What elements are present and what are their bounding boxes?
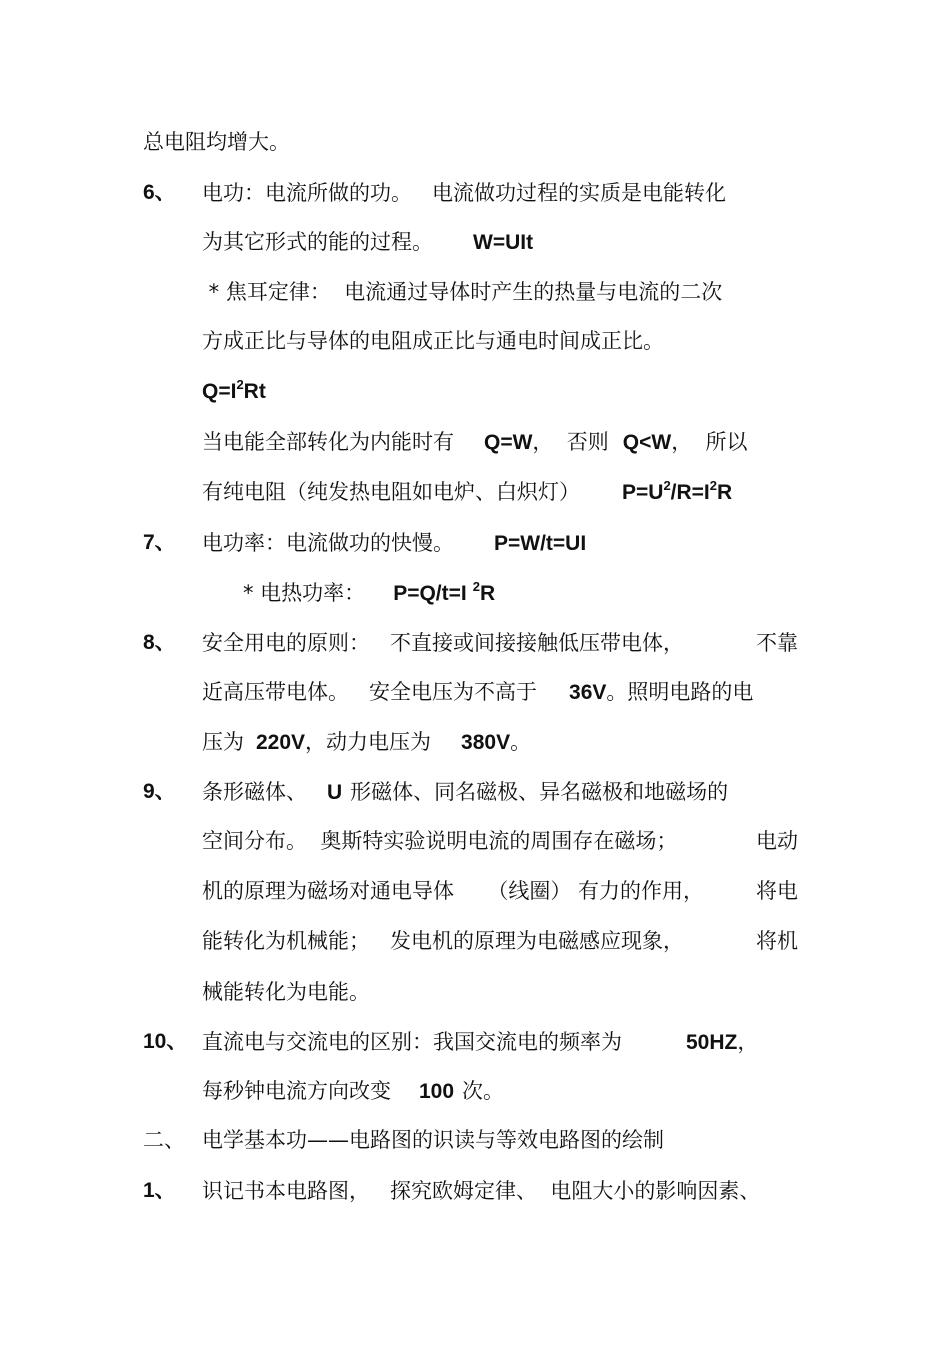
text-line bbox=[202, 777, 728, 808]
text-line: 总电阻均增大。 bbox=[143, 130, 290, 154]
text-line bbox=[202, 227, 533, 258]
text-span: 有纯电阻（纯发热电阻如电炉、白炽灯） bbox=[202, 480, 580, 504]
text-line: 安全用电的原则： 不直接或间接接触低压带电体， bbox=[202, 631, 685, 655]
formula: /R=I bbox=[670, 481, 710, 504]
item-number-1: 1、 bbox=[143, 1179, 176, 1202]
value: 50HZ bbox=[686, 1031, 738, 1054]
text-span: * 电热功率： bbox=[243, 581, 366, 605]
section-number: 二、 bbox=[143, 1128, 185, 1152]
text-span: 直流电与交流电的区别：我国交流电的频率为 bbox=[202, 1030, 622, 1054]
text-span: ， bbox=[737, 1030, 759, 1054]
formula: Rt bbox=[243, 380, 266, 403]
text-line bbox=[202, 1027, 758, 1058]
section-heading: 电学基本功——电路图的识读与等效电路图的绘制 bbox=[202, 1128, 664, 1152]
text-span: 每秒钟电流方向改变 bbox=[202, 1079, 391, 1103]
text-line: 不靠 bbox=[756, 631, 798, 655]
formula-line bbox=[202, 377, 266, 407]
text-line: 将机 bbox=[756, 929, 798, 953]
text-line: 方成正比与导体的电阻成正比与通电时间成正比。 bbox=[202, 329, 664, 353]
text-span: ， 所以 bbox=[671, 430, 748, 454]
formula: W=UIt bbox=[473, 231, 534, 254]
formula: P=U bbox=[622, 481, 664, 504]
text-line bbox=[243, 578, 495, 609]
text-line bbox=[202, 528, 586, 559]
text-span: 为其它形式的能的过程。 bbox=[202, 230, 433, 254]
value: 380V bbox=[461, 731, 511, 754]
text-span: 近高压带电体。 安全电压为不高于 bbox=[202, 680, 538, 704]
superscript: 2 bbox=[472, 579, 480, 594]
item-number-9: 9、 bbox=[143, 780, 176, 803]
text-line bbox=[202, 477, 732, 508]
formula: Q=I bbox=[202, 380, 237, 403]
superscript: 2 bbox=[663, 478, 671, 493]
item-number-7: 7、 bbox=[143, 531, 176, 554]
text-line: 电动 bbox=[756, 829, 798, 853]
text-line: 械能转化为电能。 bbox=[202, 980, 370, 1004]
formula: P=W/t=UI bbox=[494, 532, 587, 555]
text-line bbox=[202, 727, 531, 758]
formula: Q<W bbox=[622, 431, 672, 454]
text-span: 。 bbox=[510, 730, 532, 754]
formula: P=Q/t=I bbox=[393, 582, 467, 605]
value: 100 bbox=[419, 1080, 455, 1103]
text-line bbox=[202, 1076, 504, 1107]
text-line bbox=[202, 677, 753, 708]
item-number-10: 10、 bbox=[143, 1030, 188, 1053]
text-span: 压为 bbox=[202, 730, 244, 754]
text-span: 电功率：电流做功的快慢。 bbox=[202, 531, 454, 555]
value: 36V bbox=[569, 681, 607, 704]
text-span: ， 否则 bbox=[532, 430, 609, 454]
text-line: 识记书本电路图， 探究欧姆定律、 电阻大小的影响因素、 bbox=[202, 1179, 761, 1203]
text-span: 次。 bbox=[462, 1079, 505, 1103]
text-line: 机的原理为磁场对通电导体 （线圈） 有力的作用， bbox=[202, 879, 705, 903]
formula: R bbox=[479, 582, 496, 605]
text-line: * 焦耳定律： 电流通过导体时产生的热量与电流的二次 bbox=[202, 280, 723, 304]
text-span: ，动力电压为 bbox=[305, 730, 432, 754]
item-number-6: 6、 bbox=[143, 181, 176, 204]
text-line: 电功：电流所做的功。 电流做功过程的实质是电能转化 bbox=[202, 181, 727, 205]
text-line: 能转化为机械能； 发电机的原理为电磁感应现象， bbox=[202, 929, 685, 953]
value: 220V bbox=[256, 731, 306, 754]
superscript: 2 bbox=[709, 478, 718, 493]
item-number-8: 8、 bbox=[143, 631, 176, 654]
text-line: 将电 bbox=[756, 879, 798, 903]
text-span: 条形磁体、 bbox=[202, 780, 307, 804]
text-span: 当电能全部转化为内能时有 bbox=[202, 430, 454, 454]
text-line bbox=[202, 427, 748, 458]
text-line: 空间分布。 奥斯特实验说明电流的周围存在磁场； bbox=[202, 829, 678, 853]
text-span: 形磁体、同名磁极、异名磁极和地磁场的 bbox=[350, 780, 729, 804]
superscript: 2 bbox=[236, 377, 244, 392]
text-span: 。照明电路的电 bbox=[606, 680, 754, 704]
formula: R bbox=[717, 481, 733, 504]
formula: Q=W bbox=[484, 431, 533, 454]
letter: U bbox=[327, 781, 343, 804]
